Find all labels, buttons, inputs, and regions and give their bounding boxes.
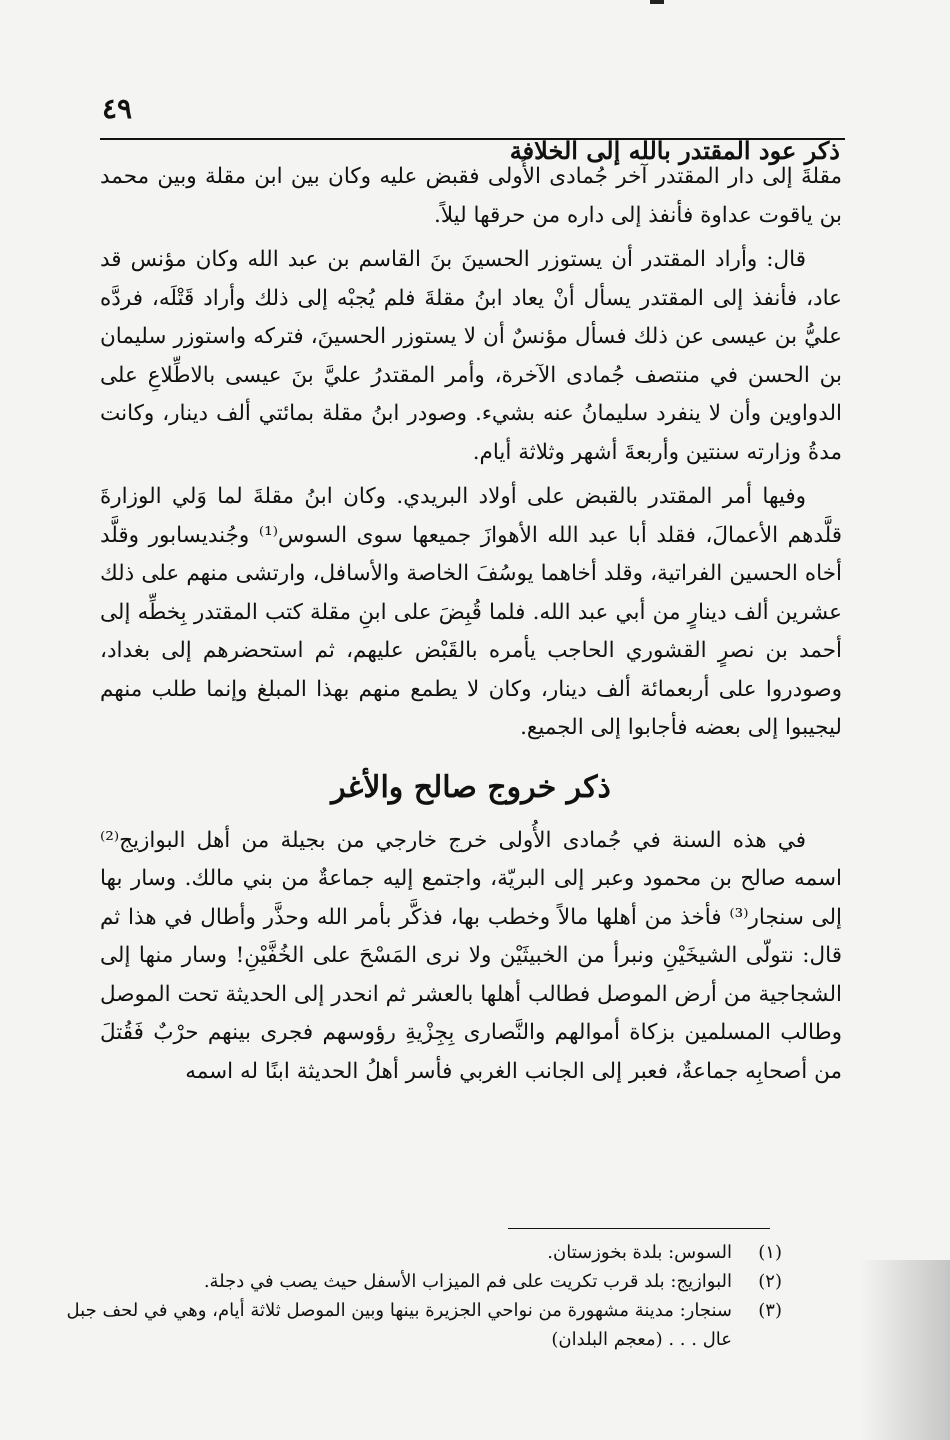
footnote-number: (١) [758,1242,782,1263]
footnote-text: السوس: بلدة بخوزستان. [547,1242,732,1263]
scan-mark [650,0,664,4]
footnote-number: (٣) [758,1300,782,1321]
paragraph-3: وفيها أمر المقتدر بالقبض على أولاد البريدي. وكان ابنُ مقلةَ لما وَلي الوزارةَ قلَّدهم الأعمالَ، فقلد أبا عبد الله الأهوازَ جميعها سوى السوس⁽¹⁾ وجُنديسابور وقلَّد أخاه الحسين الفراتية، وقلد أخاهما يوسُفَ الخاصة والأسافل، وارتشى منهم على ذلك عشرين ألف دينارٍ من أبي عبد الله. فلما قُبِضَ على ابنِ مقلة كتب المقتدر بِخطِّه إلى أحمد بن نصرٍ القشوري الحاجب يأمره بالقَبْض عليهم، ثم استحضرهم إلى بغداد، وصودروا على أربعمائة ألف دينار، وكان لا يطمع منهم بهذا المبلغ وإنما طلب منهم ليجيبوا إلى بعضه فأجابوا إلى الجميع. [100,484,842,740]
footnote-3 [30,1296,782,1325]
footnotes [30,1238,782,1354]
page-number: ٤٩ [102,92,133,125]
paragraph-2: قال: وأراد المقتدر أن يستوزر الحسينَ بنَ القاسم بن عبد الله وكان مؤنس قد عاد، فأنفذ إلى المقتدر يسأل أنْ يعاد ابنُ مقلةَ فلم يُجبْه إلى ذلك وأراد قَتْلَه، فردَّه عليُّ بن عيسى عن ذلك فسأل مؤنسٌ أن لا يستوزر الحسينَ، فتركه واستوزر سليمان بن الحسن في منتصف جُمادى الآخرة، وأمر المقتدرُ عليَّ بنَ عيسى بالاطِّلاعِ على الدواوين وأن لا ينفرد سليمانُ عنه بشيء. وصودر ابنُ مقلة بمائتي ألف دينار، وكانت مدةُ وزارته سنتين وأربعةَ أشهر وثلاثة أيام. [100,247,842,465]
header-rule [100,138,845,140]
footnote-1 [30,1238,782,1267]
paragraph-4: في هذه السنة في جُمادى الأُولى خرج خارجي من بجيلة من أهل البوازيج⁽²⁾ اسمه صالح بن محمود وعبر إلى البريّة، واجتمع إليه جماعةٌ من بني مالك. وسار بها إلى سنجار⁽³⁾ فأخذ من أهلها مالاً وخطب بها، فذكَّر بأمر الله وحذَّر وأطال في هذا ثم قال: نتولّى الشيخَيْنِ ونبرأ من الخبيثَيْن ولا نرى المَسْحَ على الخُفَّيْنِ! وسار منها إلى الشجاجية من أرض الموصل فطالب أهلها بالعشر ثم انحدر إلى الحديثة تحت الموصل وطالب المسلمين بزكاة أموالهم والنَّصارى بِجِزْيةِ رؤوسهم فجرى بينهم حرْبٌ فَقُتلَ من أصحابِه جماعةٌ، فعبر إلى الجانب الغربي فأسر أهلُ الحديثة ابنًا له اسمه [100,827,843,1084]
paragraph-1: مقلةَ إلى دار المقتدر آخر جُمادى الأُولى فقبض عليه وكان بين ابن مقلة وبين محمد بن ياقوت عداوة فأنفذ إلى داره من حرقها ليلاً. [100,164,842,228]
footnote-text: البوازيج: بلد قرب تكريت على فم الميزاب الأسفل حيث يصب في دجلة. [203,1271,732,1292]
footnote-number: (٢) [758,1271,782,1292]
footnote-rule [508,1228,770,1229]
main-text [100,158,842,1097]
running-head: ذكر عود المقتدر بالله إلى الخلافة [509,136,840,165]
footnote-3-continuation: عال . . . (معجم البلدان) [551,1329,732,1350]
page-curl-shadow [860,1260,950,1440]
section-title: ذكر خروج صالح والأغر [331,769,611,805]
footnote-2 [30,1267,782,1296]
footnote-text: سنجار: مدينة مشهورة من نواحي الجزيرة بينها وبين الموصل ثلاثة أيام، وهي في لحف جبل [66,1300,732,1321]
